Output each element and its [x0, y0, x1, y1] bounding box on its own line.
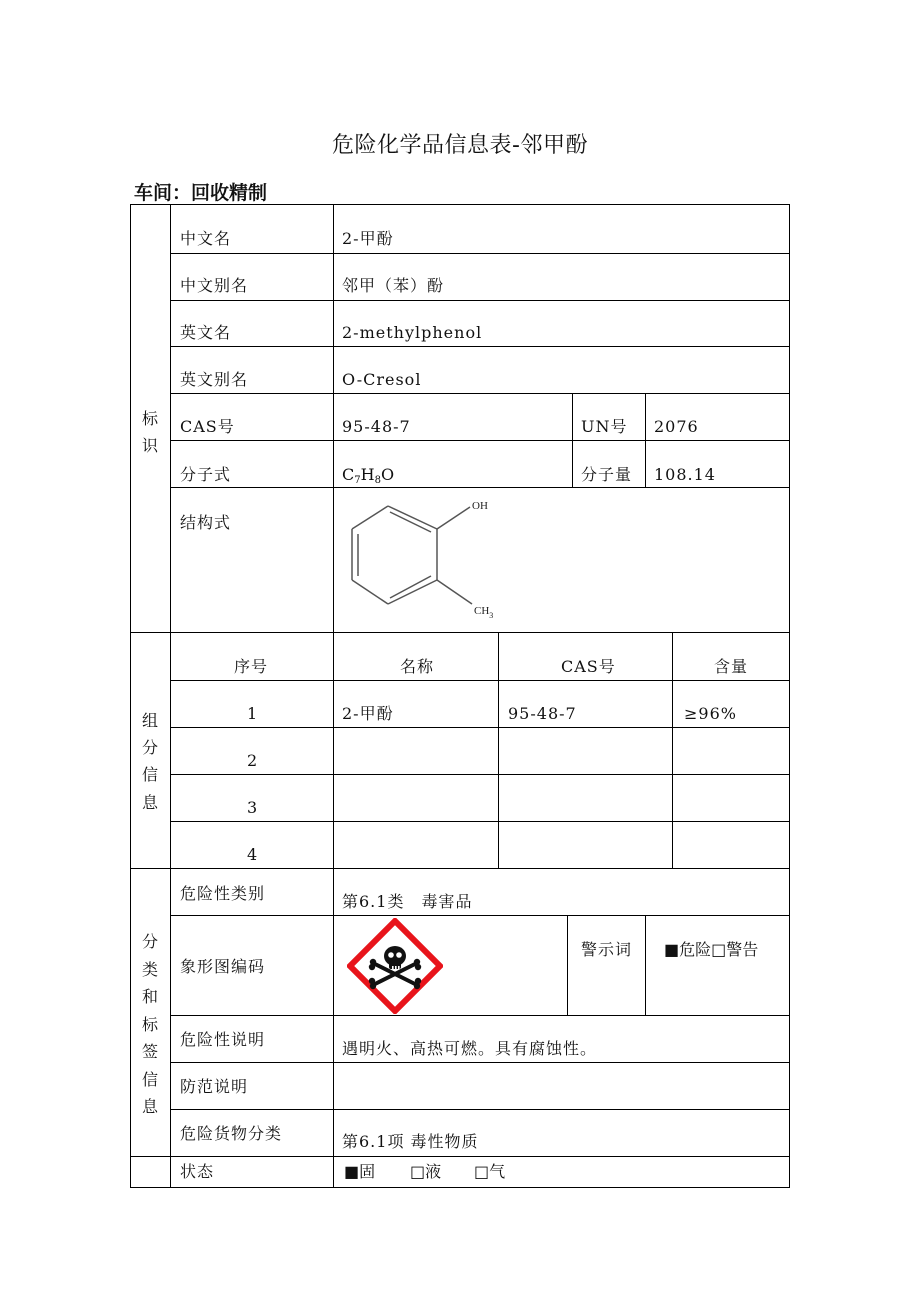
- hazard-statement-label: 危险性说明: [180, 1030, 266, 1049]
- en-name-value: 2-methylphenol: [342, 323, 483, 342]
- un-value: 2076: [654, 417, 699, 436]
- structure-label: 结构式: [180, 513, 232, 532]
- state-liquid: □液: [410, 1162, 442, 1181]
- composition-header-no: 序号: [234, 657, 269, 676]
- hazard-statement-value: 遇明火、高热可燃。具有腐蚀性。: [342, 1039, 598, 1058]
- composition-header-name: 名称: [400, 657, 435, 676]
- en-name-label: 英文名: [180, 323, 232, 342]
- composition-row-cas: 95-48-7: [508, 704, 577, 723]
- composition-row-no: 4: [247, 845, 259, 864]
- dangerous-goods-label: 危险货物分类: [180, 1124, 283, 1143]
- hazard-class-value: 第6.1类 毒害品: [342, 892, 473, 911]
- signal-word-label: 警示词: [581, 940, 633, 959]
- composition-row-no: 3: [247, 798, 259, 817]
- svg-text:CH3: [474, 605, 493, 620]
- section-identification: 标 识: [141, 409, 158, 456]
- mw-label: 分子量: [581, 465, 633, 484]
- state-solid: ■固: [344, 1162, 376, 1181]
- state-gas: □气: [474, 1162, 506, 1181]
- mw-value: 108.14: [654, 465, 716, 484]
- hazard-class-label: 危险性类别: [180, 884, 266, 903]
- cn-alias-label: 中文别名: [180, 276, 249, 295]
- cn-name-label: 中文名: [180, 229, 232, 248]
- dangerous-goods-value: 第6.1项 毒性物质: [342, 1132, 479, 1151]
- un-label: UN号: [581, 417, 628, 436]
- section-classification: 分 类 和 标 签 信 息: [141, 932, 158, 1117]
- cas-value: 95-48-7: [342, 417, 411, 436]
- skull-crossbones-icon: [347, 918, 443, 1014]
- signal-word-value: ■危险□警告: [664, 940, 759, 959]
- cn-alias-value: 邻甲（苯）酚: [342, 276, 445, 295]
- composition-header-content: 含量: [714, 657, 749, 676]
- page-title: 危险化学品信息表-邻甲酚: [332, 133, 588, 158]
- cn-name-value: 2-甲酚: [342, 229, 394, 248]
- cas-label: CAS号: [180, 417, 235, 436]
- en-alias-value: O-Cresol: [342, 370, 422, 389]
- composition-row-name: 2-甲酚: [342, 704, 394, 723]
- composition-row-no: 2: [247, 751, 259, 770]
- ch-label: CH: [474, 605, 490, 617]
- formula-label: 分子式: [180, 465, 232, 484]
- composition-row-content: ≥96%: [684, 704, 737, 723]
- pictogram-label: 象形图编码: [180, 957, 266, 976]
- precaution-label: 防范说明: [180, 1077, 249, 1096]
- composition-row-no: 1: [247, 704, 259, 723]
- workshop-label: 车间：回收精制: [134, 182, 268, 204]
- state-label: 状态: [180, 1162, 215, 1181]
- structure-diagram: [340, 492, 520, 628]
- composition-header-cas: CAS号: [561, 657, 616, 676]
- formula-value: $C_7H_8O$: [342, 465, 395, 486]
- oh-label: OH: [472, 500, 488, 512]
- en-alias-label: 英文别名: [180, 370, 249, 389]
- section-composition: 组 分 信 息: [141, 711, 158, 812]
- ch-sub-label: 3: [489, 611, 494, 620]
